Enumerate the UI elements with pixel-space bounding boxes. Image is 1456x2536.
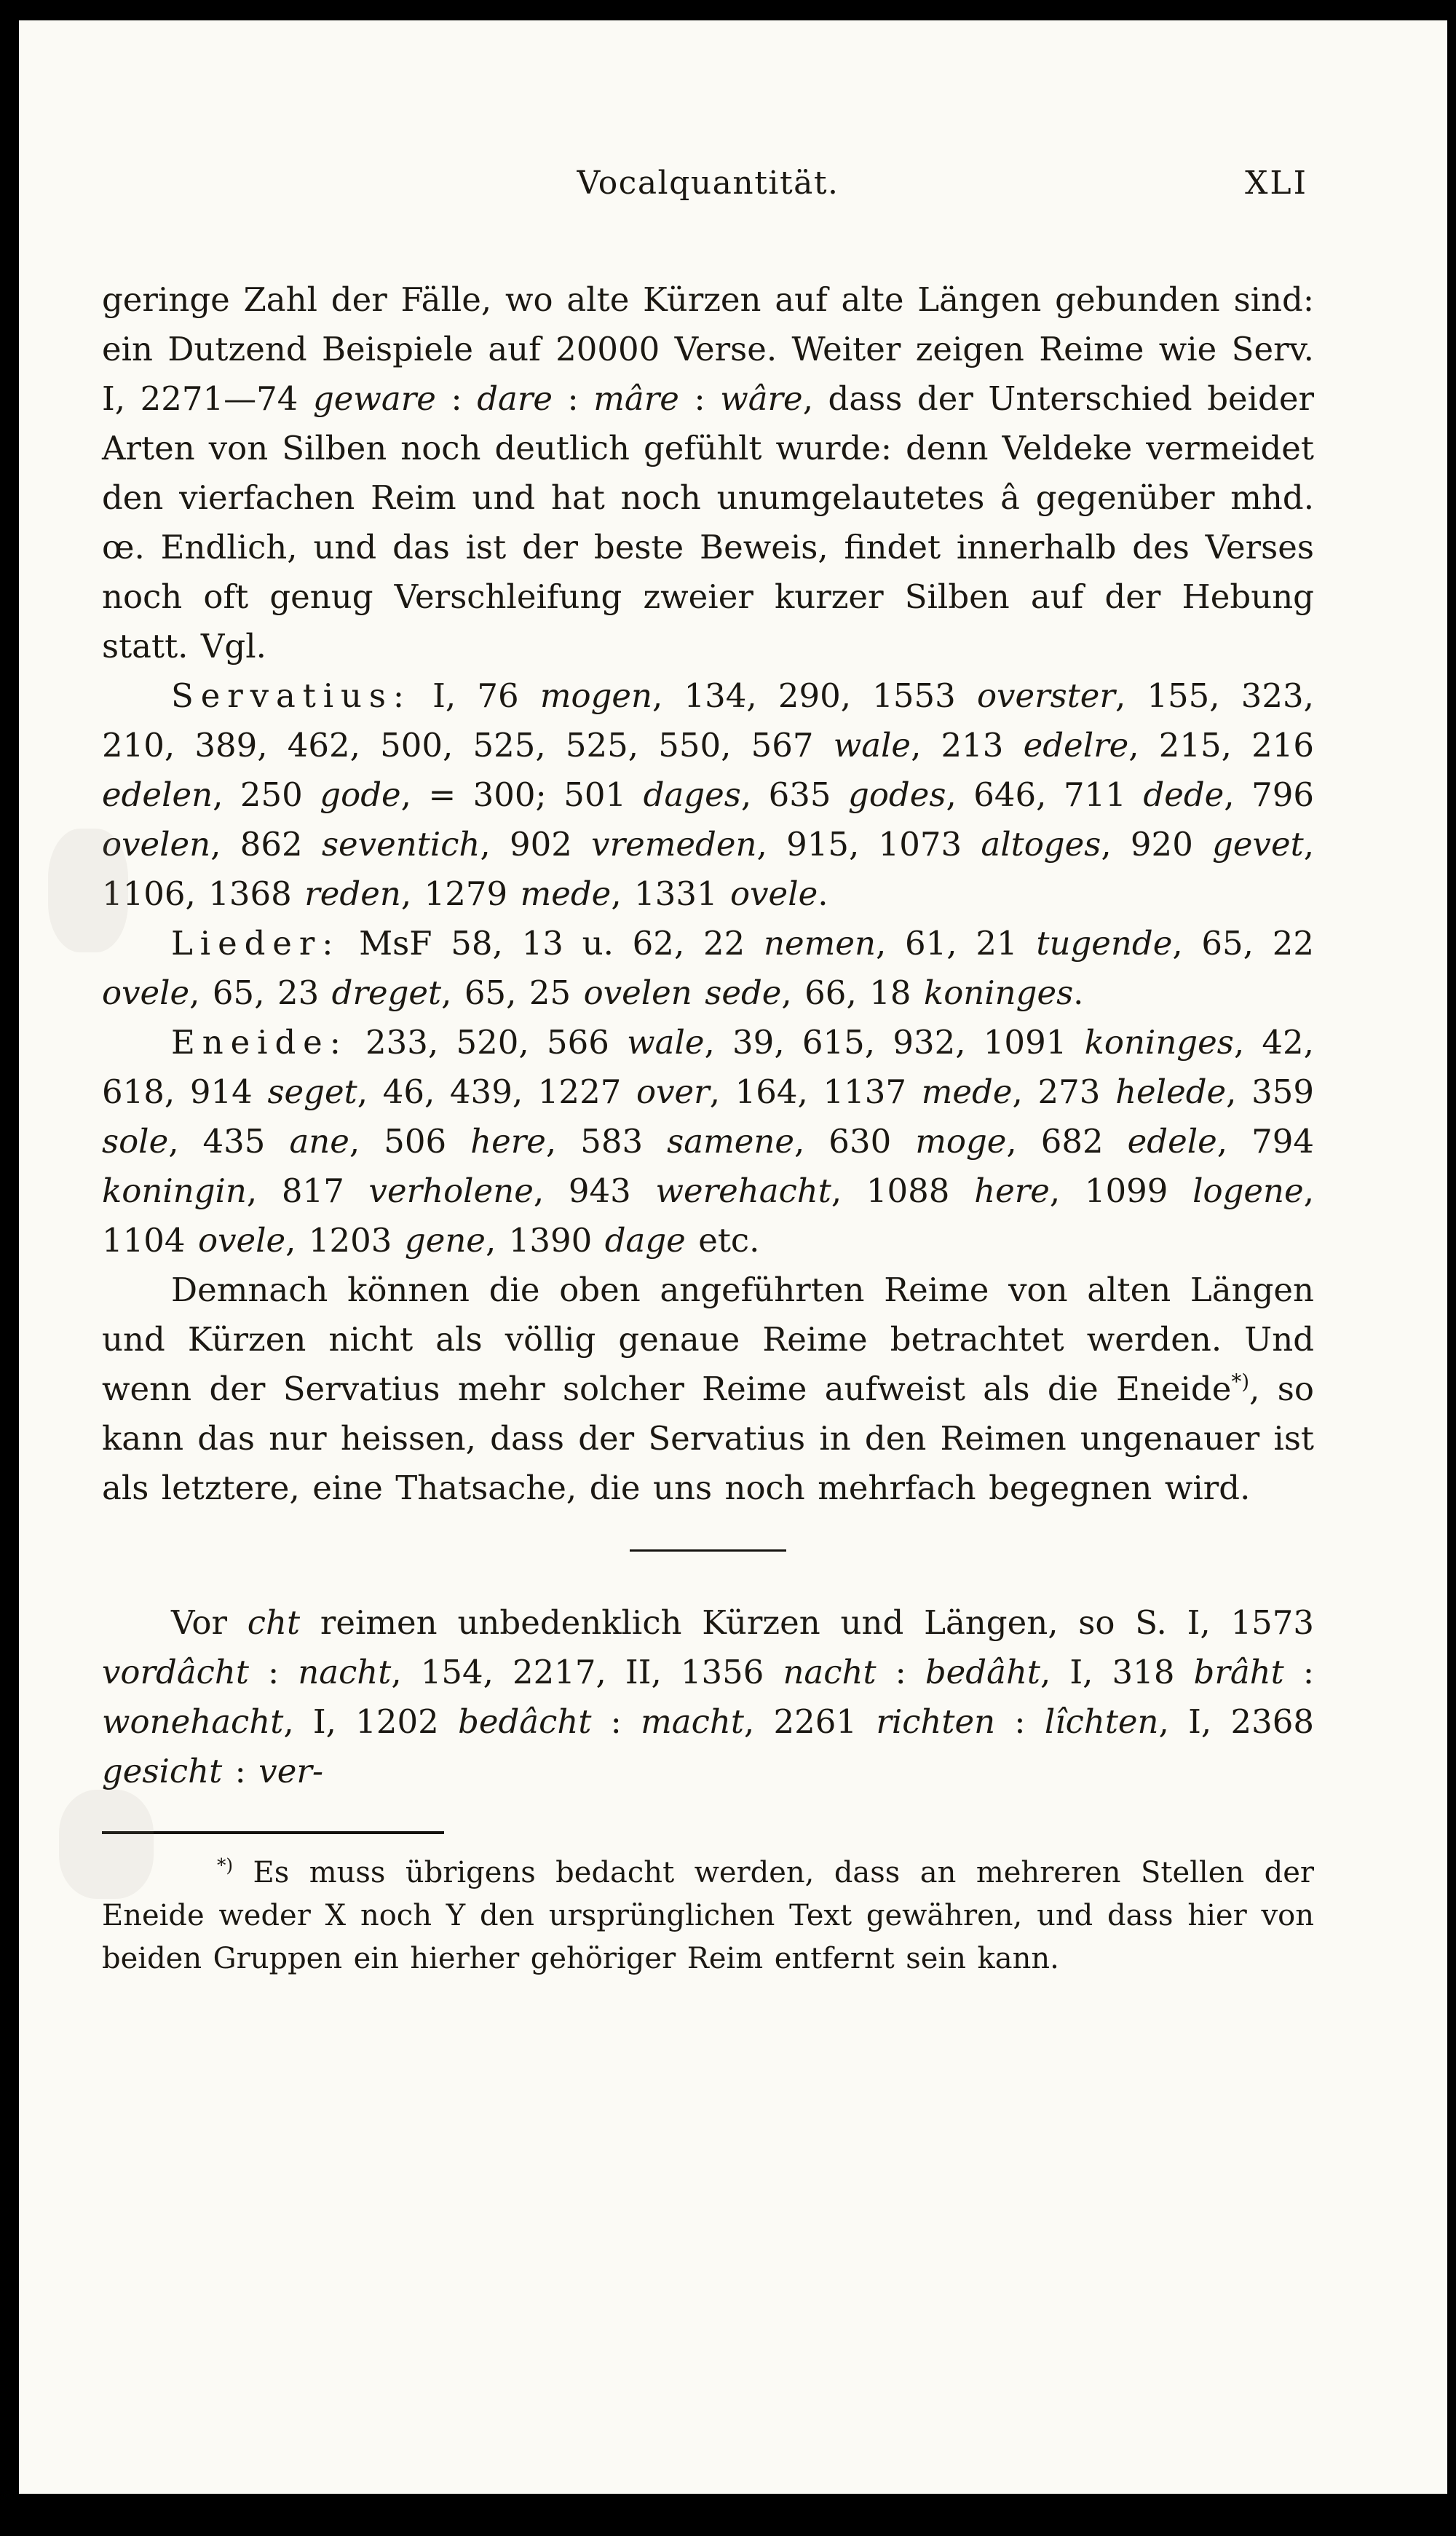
text-run: , 1104 [102, 1172, 1314, 1260]
text-run: mede [921, 1073, 1013, 1111]
text-run: , 250 [213, 775, 320, 814]
text-run: , so kann das nur heissen, dass der Servatius in den Reimen ungenauer ist als letztere, eine Thatsache, die uns noch mehrfach begegnen wird. [102, 1370, 1314, 1507]
text-run: . [1073, 973, 1084, 1012]
text-run: , 215, 216 [1128, 726, 1314, 765]
text-run: 233, 520, 566 [347, 1023, 628, 1062]
text-run: dages [643, 775, 741, 814]
page-content [19, 20, 1447, 1980]
paragraph [102, 275, 1314, 671]
text-run: , I, 1202 [283, 1702, 459, 1741]
text-run: , 213 [911, 726, 1024, 765]
body-section-2 [102, 1598, 1314, 1796]
text-run: moge [915, 1122, 1007, 1161]
text-run: edele [1127, 1122, 1217, 1161]
text-run: Es muss übrigens bedacht werden, dass an mehreren Stellen der Eneide weder X noch Y den ursprünglichen Text gewähren, und dass hier von beiden Gruppen ein hierher gehöriger Reim entfernt sein kann. [102, 1856, 1314, 1975]
text-run: wâre [720, 379, 803, 418]
text-run: gode [320, 775, 401, 814]
text-run: , 1331 [611, 874, 731, 913]
text-run: : [552, 379, 594, 418]
text-run: , 1203 [285, 1221, 405, 1260]
text-run: ovele [197, 1221, 286, 1260]
text-run: Lieder: [171, 924, 341, 963]
scan-smudge [48, 829, 128, 952]
text-run: . [818, 874, 828, 913]
text-run: : [435, 379, 478, 418]
text-run: reden [304, 874, 401, 913]
text-run: ovelen [102, 825, 211, 864]
text-run: nacht [783, 1653, 877, 1691]
text-run: gevet [1212, 825, 1304, 864]
text-run: , 506 [349, 1122, 471, 1161]
text-run: richten [876, 1702, 996, 1741]
text-run: edelre [1023, 726, 1129, 765]
text-run: lîchten [1044, 1702, 1159, 1741]
page-number: XLI [1245, 165, 1308, 202]
paragraph [102, 1018, 1314, 1265]
text-run: godes [848, 775, 946, 814]
text-run: : [222, 1752, 259, 1790]
paragraph [102, 919, 1314, 1018]
text-run: verholene [368, 1172, 534, 1210]
text-run: , 1088 [831, 1172, 975, 1210]
paragraph [102, 1598, 1314, 1796]
text-run: dede [1143, 775, 1224, 814]
text-run: wonehacht [102, 1702, 284, 1741]
text-run: , 65, 25 [441, 973, 584, 1012]
text-run: : [678, 379, 721, 418]
text-run: koninges [923, 973, 1074, 1012]
text-run: vordâcht [102, 1653, 249, 1691]
text-run: , 796 [1224, 775, 1314, 814]
text-run: brâht [1193, 1653, 1284, 1691]
text-run: , 1099 [1049, 1172, 1193, 1210]
text-run: mâre [593, 379, 679, 418]
text-run: overster [976, 676, 1115, 715]
text-run: , 273 [1012, 1073, 1116, 1111]
text-run: koningin [102, 1172, 247, 1210]
text-run: , 635 [740, 775, 849, 814]
text-run: ovelen sede [583, 973, 782, 1012]
text-run: , 39, 615, 932, 1091 [704, 1023, 1085, 1062]
text-run: MsF 58, 13 u. 62, 22 [340, 924, 764, 963]
text-run: , 359 [1226, 1073, 1315, 1111]
text-run: , 42, 618, 914 [102, 1023, 1314, 1111]
text-run: nacht [298, 1653, 392, 1691]
footnote-text [102, 1852, 1314, 1980]
text-run: , 646, 711 [946, 775, 1144, 814]
text-run: seget [267, 1073, 357, 1111]
text-run: , 682 [1006, 1122, 1128, 1161]
text-run: I, 76 [411, 676, 540, 715]
text-run: : [995, 1702, 1045, 1741]
text-run: mede [520, 874, 612, 913]
text-run: , 435 [168, 1122, 290, 1161]
text-run: reimen unbedenklich Kürzen und Längen, so S. I, 1573 [300, 1603, 1314, 1642]
body-section-1 [102, 275, 1314, 1513]
text-run: : [248, 1653, 298, 1691]
text-run: nemen [764, 924, 876, 963]
text-run: gene [404, 1221, 486, 1260]
text-run: dreget [331, 973, 442, 1012]
text-run: , 155, 323, 210, 389, 462, 500, 525, 525, 550, 567 [102, 676, 1314, 765]
text-run: werehacht [655, 1172, 831, 1210]
text-run: , 66, 18 [781, 973, 924, 1012]
text-run: etc. [685, 1221, 760, 1260]
text-run: , 134, 290, 1553 [652, 676, 977, 715]
text-run: logene [1192, 1172, 1304, 1210]
text-run: : [1283, 1653, 1314, 1691]
text-run: , 915, 1073 [756, 825, 981, 864]
text-run: ovele [102, 973, 190, 1012]
text-run: : [876, 1653, 925, 1691]
text-run: cht [247, 1603, 301, 1642]
text-run: ovele [730, 874, 818, 913]
text-run: dare [477, 379, 553, 418]
text-run: , 65, 22 [1172, 924, 1314, 963]
text-run: here [974, 1172, 1050, 1210]
text-run: , 61, 21 [875, 924, 1037, 963]
text-run: , 46, 439, 1227 [357, 1073, 637, 1111]
text-run: helede [1115, 1073, 1227, 1111]
text-run: , = 300; 501 [400, 775, 644, 814]
text-run: , 154, 2217, II, 1356 [391, 1653, 783, 1691]
text-run: , 1279 [400, 874, 521, 913]
text-run: wale [627, 1023, 705, 1062]
paragraph [102, 1852, 1314, 1980]
text-run: Eneide: [171, 1023, 348, 1062]
text-run: here [470, 1122, 546, 1161]
text-run: over [636, 1073, 710, 1111]
text-run: , 943 [533, 1172, 656, 1210]
text-run: Vor [171, 1603, 248, 1642]
text-run: Servatius: [171, 676, 411, 715]
text-run: gesicht [102, 1752, 223, 1790]
text-run: seventich [321, 825, 480, 864]
text-run: koninges [1084, 1023, 1234, 1062]
text-run: , 794 [1216, 1122, 1314, 1161]
text-run: macht [641, 1702, 744, 1741]
section-divider [630, 1549, 786, 1552]
paragraph [102, 671, 1314, 919]
text-run: ane [289, 1122, 349, 1161]
text-run: , 164, 1137 [709, 1073, 922, 1111]
header-title: Vocalquantität. [577, 165, 839, 202]
text-run: wale [833, 726, 911, 765]
text-run: , I, 318 [1040, 1653, 1194, 1691]
text-run: edelen [102, 775, 213, 814]
text-run: ver- [258, 1752, 324, 1790]
text-run: , 1390 [485, 1221, 605, 1260]
text-run: bedâcht [458, 1702, 592, 1741]
text-run: , 862 [210, 825, 322, 864]
text-run: *) [1231, 1370, 1250, 1394]
page [19, 20, 1447, 2494]
text-run: , 65, 23 [189, 973, 332, 1012]
text-run: , I, 2368 [1158, 1702, 1314, 1741]
text-run: bedâht [925, 1653, 1041, 1691]
text-run: geware [312, 379, 436, 418]
text-run: tugende [1036, 924, 1173, 963]
text-run: , dass der Unterschied beider Arten von Silben noch deutlich gefühlt wurde: denn Veldeke vermeidet den vierfachen Reim und hat noch unumgelautetes â gegenüber mhd. œ. Endlich, und das ist der beste Beweis, findet innerhalb des Verses noch oft genug Verschleifung zweier kurzer Silben auf der Hebung statt. Vgl. [102, 379, 1314, 665]
text-run: Demnach können die oben angeführten Reime von alten Längen und Kürzen nicht als völlig genaue Reime betrachtet werden. Und wenn der Servatius mehr solcher Reime aufweist als die Eneide [102, 1271, 1314, 1408]
text-run: dage [604, 1221, 686, 1260]
text-run: , 2261 [743, 1702, 877, 1741]
running-header [102, 159, 1314, 208]
text-run: vremeden [591, 825, 757, 864]
text-run: : [591, 1702, 641, 1741]
scan-smudge [59, 1790, 154, 1899]
text-run: , 817 [246, 1172, 369, 1210]
paragraph [102, 1265, 1314, 1513]
text-run: samene [667, 1122, 794, 1161]
text-run: mogen [539, 676, 653, 715]
text-run: altoges [981, 825, 1101, 864]
text-run: *) [217, 1854, 234, 1876]
text-run: sole [102, 1122, 169, 1161]
text-run: , 1106, 1368 [102, 825, 1315, 913]
text-run: geringe Zahl der Fälle, wo alte Kürzen auf alte Längen gebunden sind: ein Dutzend Beispiele auf 20000 Verse. Weiter zeigen Reime wie Serv. I, 2271—74 [102, 280, 1314, 418]
text-run: , 630 [794, 1122, 916, 1161]
text-run: , 583 [545, 1122, 668, 1161]
text-run: , 920 [1101, 825, 1213, 864]
text-run: , 902 [480, 825, 592, 864]
